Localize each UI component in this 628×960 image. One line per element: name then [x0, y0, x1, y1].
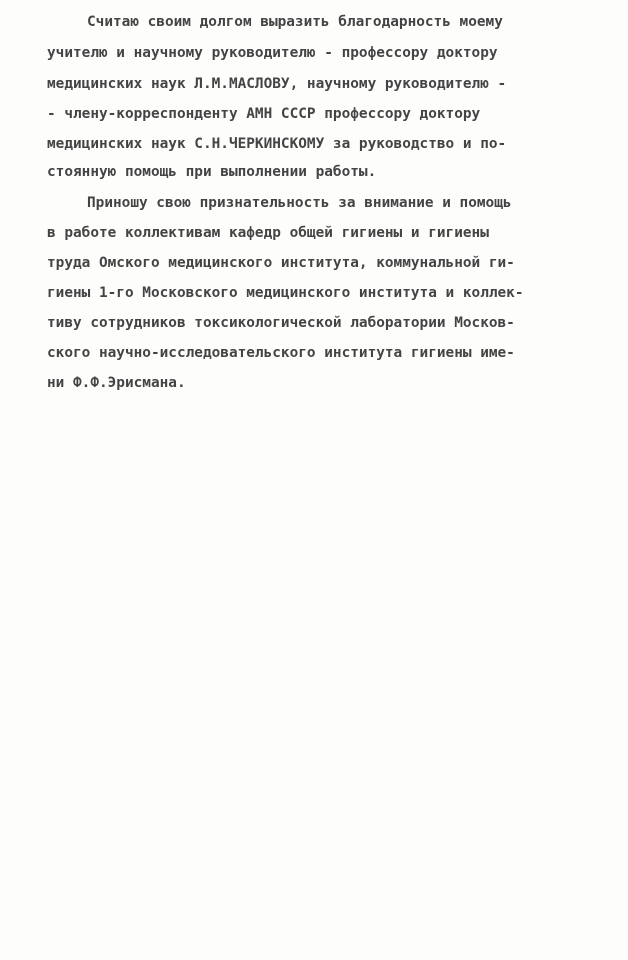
text-line: труда Омского медицинского института, коммунальной ги-: [47, 255, 515, 271]
text-line: медицинских наук С.Н.ЧЕРКИНСКОМУ за руководство и по-: [47, 136, 507, 152]
text-line: учителю и научному руководителю - профессору доктору: [47, 45, 498, 61]
text-line: - члену-корреспонденту АМН СССР профессору доктору: [47, 106, 481, 122]
text-line: ского научно-исследовательского института гигиены име-: [47, 345, 515, 361]
text-line: ни Ф.Ф.Эрисмана.: [47, 375, 186, 391]
text-line: медицинских наук Л.М.МАСЛОВУ, научному руководителю -: [47, 76, 507, 92]
text-line: стоянную помощь при выполнении работы.: [47, 164, 377, 180]
text-line: тиву сотрудников токсикологической лаборатории Москов-: [47, 315, 515, 331]
text-line: Считаю своим долгом выразить благодарность моему: [87, 14, 503, 30]
text-line: гиены 1-го Московского медицинского института и коллек-: [47, 285, 524, 301]
text-line: в работе коллективам кафедр общей гигиены и гигиены: [47, 225, 489, 241]
text-line: Приношу свою признательность за внимание и помощь: [87, 195, 512, 211]
